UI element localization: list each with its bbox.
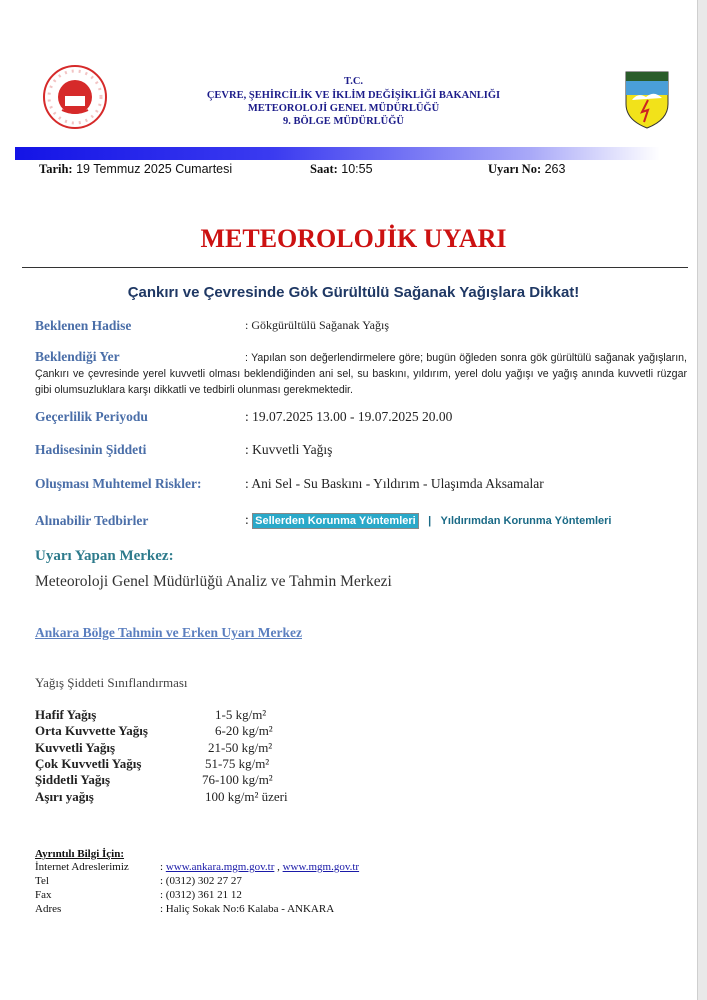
class-label: Orta Kuvvette Yağış [35,723,148,738]
class-value: 6-20 kg/m² [215,723,273,738]
class-label: Aşırı yağış [35,789,94,804]
warning-subtitle: Çankırı ve Çevresinde Gök Gürültülü Sağanak Yağışlara Dikkat! [127,284,580,301]
address-label: Adres [35,903,62,915]
lightning-protection-link[interactable]: Yıldırımdan Korunma Yöntemleri [440,515,612,527]
mgm-link[interactable]: www.mgm.gov.tr [282,861,360,873]
header-gradient-bar [15,147,660,160]
page-title: METEOROLOJİK UYARI [200,224,507,253]
classification-title: Yağış Şiddeti Sınıflandırması [35,675,188,690]
class-label: Şiddetli Yağış [35,772,111,787]
event-label: Beklenen Hadise [35,318,132,333]
fax-label: Fax [35,889,52,901]
header-ministry: ÇEVRE, ŞEHİRCİLİK VE İKLİM DEĞİŞİKLİĞİ BAKANLIĞI [206,90,501,101]
place-description: : Yapılan son değerlendirmelere göre; bugün öğleden sonra gök gürültülü sağanak yağışların, Çankırı ve çevresinde yerel kuvvetli olması beklendiğinden ani sel, su baskını, yıldırım, yerel dolu yağışı ve yağış anında kuvvetli rüzgar gibi olumsuzluklara karşı dikkatli ve tedbirli olunması gerekmektedir. [35,352,687,396]
web-label: İnternet Adreslerimiz [35,861,129,873]
colon: : [245,512,249,527]
address-value: : Haliç Sokak No:6 Kalaba - ANKARA [160,903,335,915]
severity-label: Hadisesinin Şiddeti [35,442,147,457]
event-value: : Gökgürültülü Sağanak Yağış [245,318,389,332]
class-value: 100 kg/m² üzeri [205,789,288,804]
period-label: Geçerlilik Periyodu [35,409,148,424]
class-value: 1-5 kg/m² [215,707,267,722]
regional-center-link[interactable]: Ankara Bölge Tahmin ve Erken Uyarı Merkez [35,625,302,640]
time: Saat: 10:55 [310,162,373,176]
web-links: : www.ankara.mgm.gov.tr , www.mgm.gov.tr [160,861,360,873]
warning-number: Uyarı No: 263 [488,162,566,176]
fax-value: : (0312) 361 21 12 [160,889,242,901]
risks-value: : Ani Sel - Su Baskını - Yıldırım - Ulaşımda Aksamalar [245,476,544,491]
link-separator: | [428,515,432,527]
divider [22,267,688,268]
tel-value: : (0312) 302 27 27 [160,875,242,887]
header-region: 9. BÖLGE MÜDÜRLÜĞÜ [282,116,405,127]
date: Tarih: 19 Temmuz 2025 Cumartesi [39,162,233,176]
header-tc: T.C. [343,76,364,87]
meteoroloji-logo [624,70,670,130]
severity-value: : Kuvvetli Yağış [245,442,333,457]
measures-links [245,512,612,528]
flood-protection-link[interactable]: Sellerden Korunma Yöntemleri [252,513,419,529]
class-value: 21-50 kg/m² [208,740,273,755]
class-label: Hafif Yağış [35,707,97,722]
class-label: Kuvvetli Yağış [35,740,116,755]
tel-label: Tel [35,875,49,887]
class-value: 51-75 kg/m² [205,756,270,771]
class-label: Çok Kuvvetli Yağış [35,756,142,771]
issuing-center-name: Meteoroloji Genel Müdürlüğü Analiz ve Tahmin Merkezi [35,573,392,590]
ankara-mgm-link[interactable]: www.ankara.mgm.gov.tr [165,861,275,873]
header-directorate: METEOROLOJİ GENEL MÜDÜRLÜĞÜ [247,103,440,114]
issuing-center-heading: Uyarı Yapan Merkez: [35,548,174,564]
class-value: 76-100 kg/m² [202,772,273,787]
measures-label: Alınabilir Tedbirler [35,513,149,528]
place-label: Beklendiği Yer [35,349,120,364]
contact-heading: Ayrıntılı Bilgi İçin: [35,848,125,860]
period-value: : 19.07.2025 13.00 - 19.07.2025 20.00 [245,409,453,424]
risks-label: Oluşması Muhtemel Riskler: [35,476,202,491]
